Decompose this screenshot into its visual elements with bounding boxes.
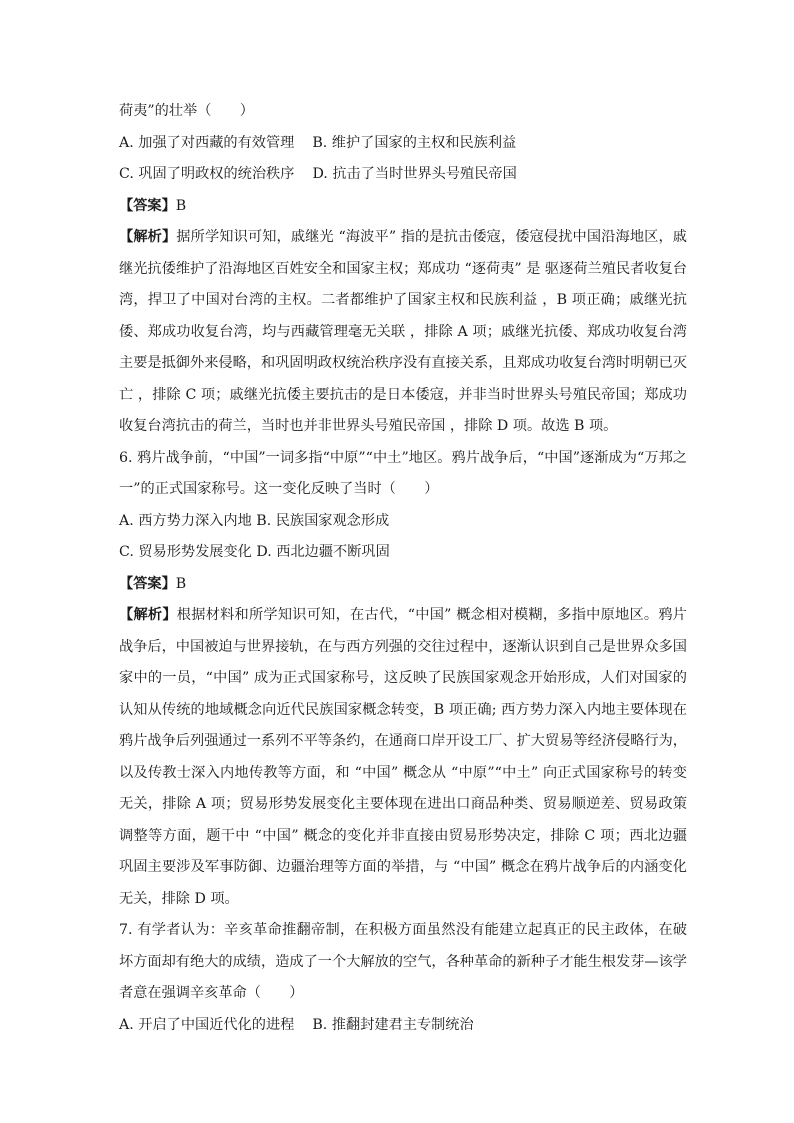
- q5-option-c: C. 巩固了明政权的统治秩序: [119, 166, 295, 182]
- q6-option-d: D. 西北边疆不断巩固: [256, 544, 390, 560]
- q6-stem: 6. 鸦片战争前，“中国”一词多指“中原”“中土”地区。鸦片战争后，“中国”逐渐成为“万邦之一”的正式国家称号。这一变化反映了当时（ ）: [119, 449, 687, 497]
- q5-option-d: D. 抗击了当时世界头号殖民帝国: [312, 166, 517, 182]
- document-page: [119, 96, 687, 1041]
- q6-options-row-2: [119, 537, 687, 569]
- q6-answer: [119, 569, 687, 601]
- q5-options-row-2: [119, 159, 687, 191]
- q6-analysis-text: 根据材料和所学知识可知，在古代，“中国” 概念相对模糊，多指中原地区。鸦片战争后，中国被迫与世界接轨，在与西方列强的交往过程中，逐渐认识到自己是世界众多国家中的一员，“中国” 成为正式国家称号，这反映了民族国家观念开始形成，人们对国家的认知从传统的地域概念向近代民族国家概念转变，B 项正确; 西方势力深入内地主要体现在鸦片战争后列强通过一系列不平等条约，在通商口岸开设工厂、扩大贸易等经济侵略行为，以及传教士深入内地传教等方面，和 “中国” 概念从 “中原”“中土” 向正式国家称号的转变无关，排除 A 项；贸易形势发展变化主要体现在进出口商品种类、贸易顺逆差、贸易政策调整等方面，题干中 “中国” 概念的变化并非直接由贸易形势决定，排除 C 项；西北边疆巩固主要涉及军事防御、边疆治理等方面的举措，与 “中国” 概念在鸦片战争后的内涵变化无关，排除 D 项。: [119, 607, 687, 907]
- q6-analysis-tag: 【解析】: [119, 607, 177, 623]
- q5-stem-tail: 荷夷”的壮举（ ）: [119, 103, 254, 119]
- q5-option-a: A. 加强了对西藏的有效管理: [119, 134, 295, 151]
- q7-stem: 7. 有学者认为：辛亥革命推翻帝制，在积极方面虽然没有能建立起真正的民主政体，在破坏方面却有绝大的成绩，造成了一个大解放的空气，各种革命的新种子才能生根发芽—该学者意在强调辛亥革命（ ）: [119, 922, 687, 1001]
- q6-option-c: C. 贸易形势发展变化: [119, 544, 252, 560]
- q5-option-b: B. 维护了国家的主权和民族利益: [312, 134, 517, 151]
- q5-analysis-text: 据所学知识可知，戚继光 “海波平” 指的是抗击倭寇，倭寇侵扰中国沿海地区，戚继光抗倭维护了沿海地区百姓安全和国家主权；郑成功 “逐荷夷” 是 驱逐荷兰殖民者收复台湾，捍卫了中国对台湾的主权。二者都维护了国家主权和民族利益 ，B 项正确；戚继光抗倭、郑成功收复台湾，均与西藏管理毫无关联 ，排除 A 项；戚继光抗倭、郑成功收复台湾主要是抵御外来侵略，和巩固明政权统治秩序没有直接关系，且郑成功收复台湾时明朝已灭亡 ，排除 C 项；戚继光抗倭主要抗击的是日本倭寇，并非当时世界头号殖民帝国；郑成功收复台湾抗击的荷兰，当时也并非世界头号殖民帝国 ，排除 D 项。故选 B 项。: [119, 229, 687, 434]
- q6-options-row-1: [119, 506, 687, 538]
- q5-answer: [119, 191, 687, 223]
- q5-answer-value: B: [175, 197, 187, 214]
- q5-options-row-1: [119, 128, 687, 160]
- q5-answer-tag: 【答案】: [119, 197, 176, 214]
- q6-option-a: A. 西方势力深入内地: [119, 512, 252, 529]
- q7-option-b: B. 推翻封建君主专制统治: [312, 1016, 474, 1033]
- q7-options-row-1: [119, 1010, 687, 1042]
- q6-answer-tag: 【答案】: [119, 575, 176, 592]
- q6-option-b: B. 民族国家观念形成: [256, 512, 390, 529]
- q6-analysis: [119, 600, 687, 915]
- q6-answer-value: B: [175, 575, 187, 592]
- q5-analysis: [119, 222, 687, 443]
- q7-option-a: A. 开启了中国近代化的进程: [119, 1016, 295, 1033]
- q5-analysis-tag: 【解析】: [119, 229, 177, 245]
